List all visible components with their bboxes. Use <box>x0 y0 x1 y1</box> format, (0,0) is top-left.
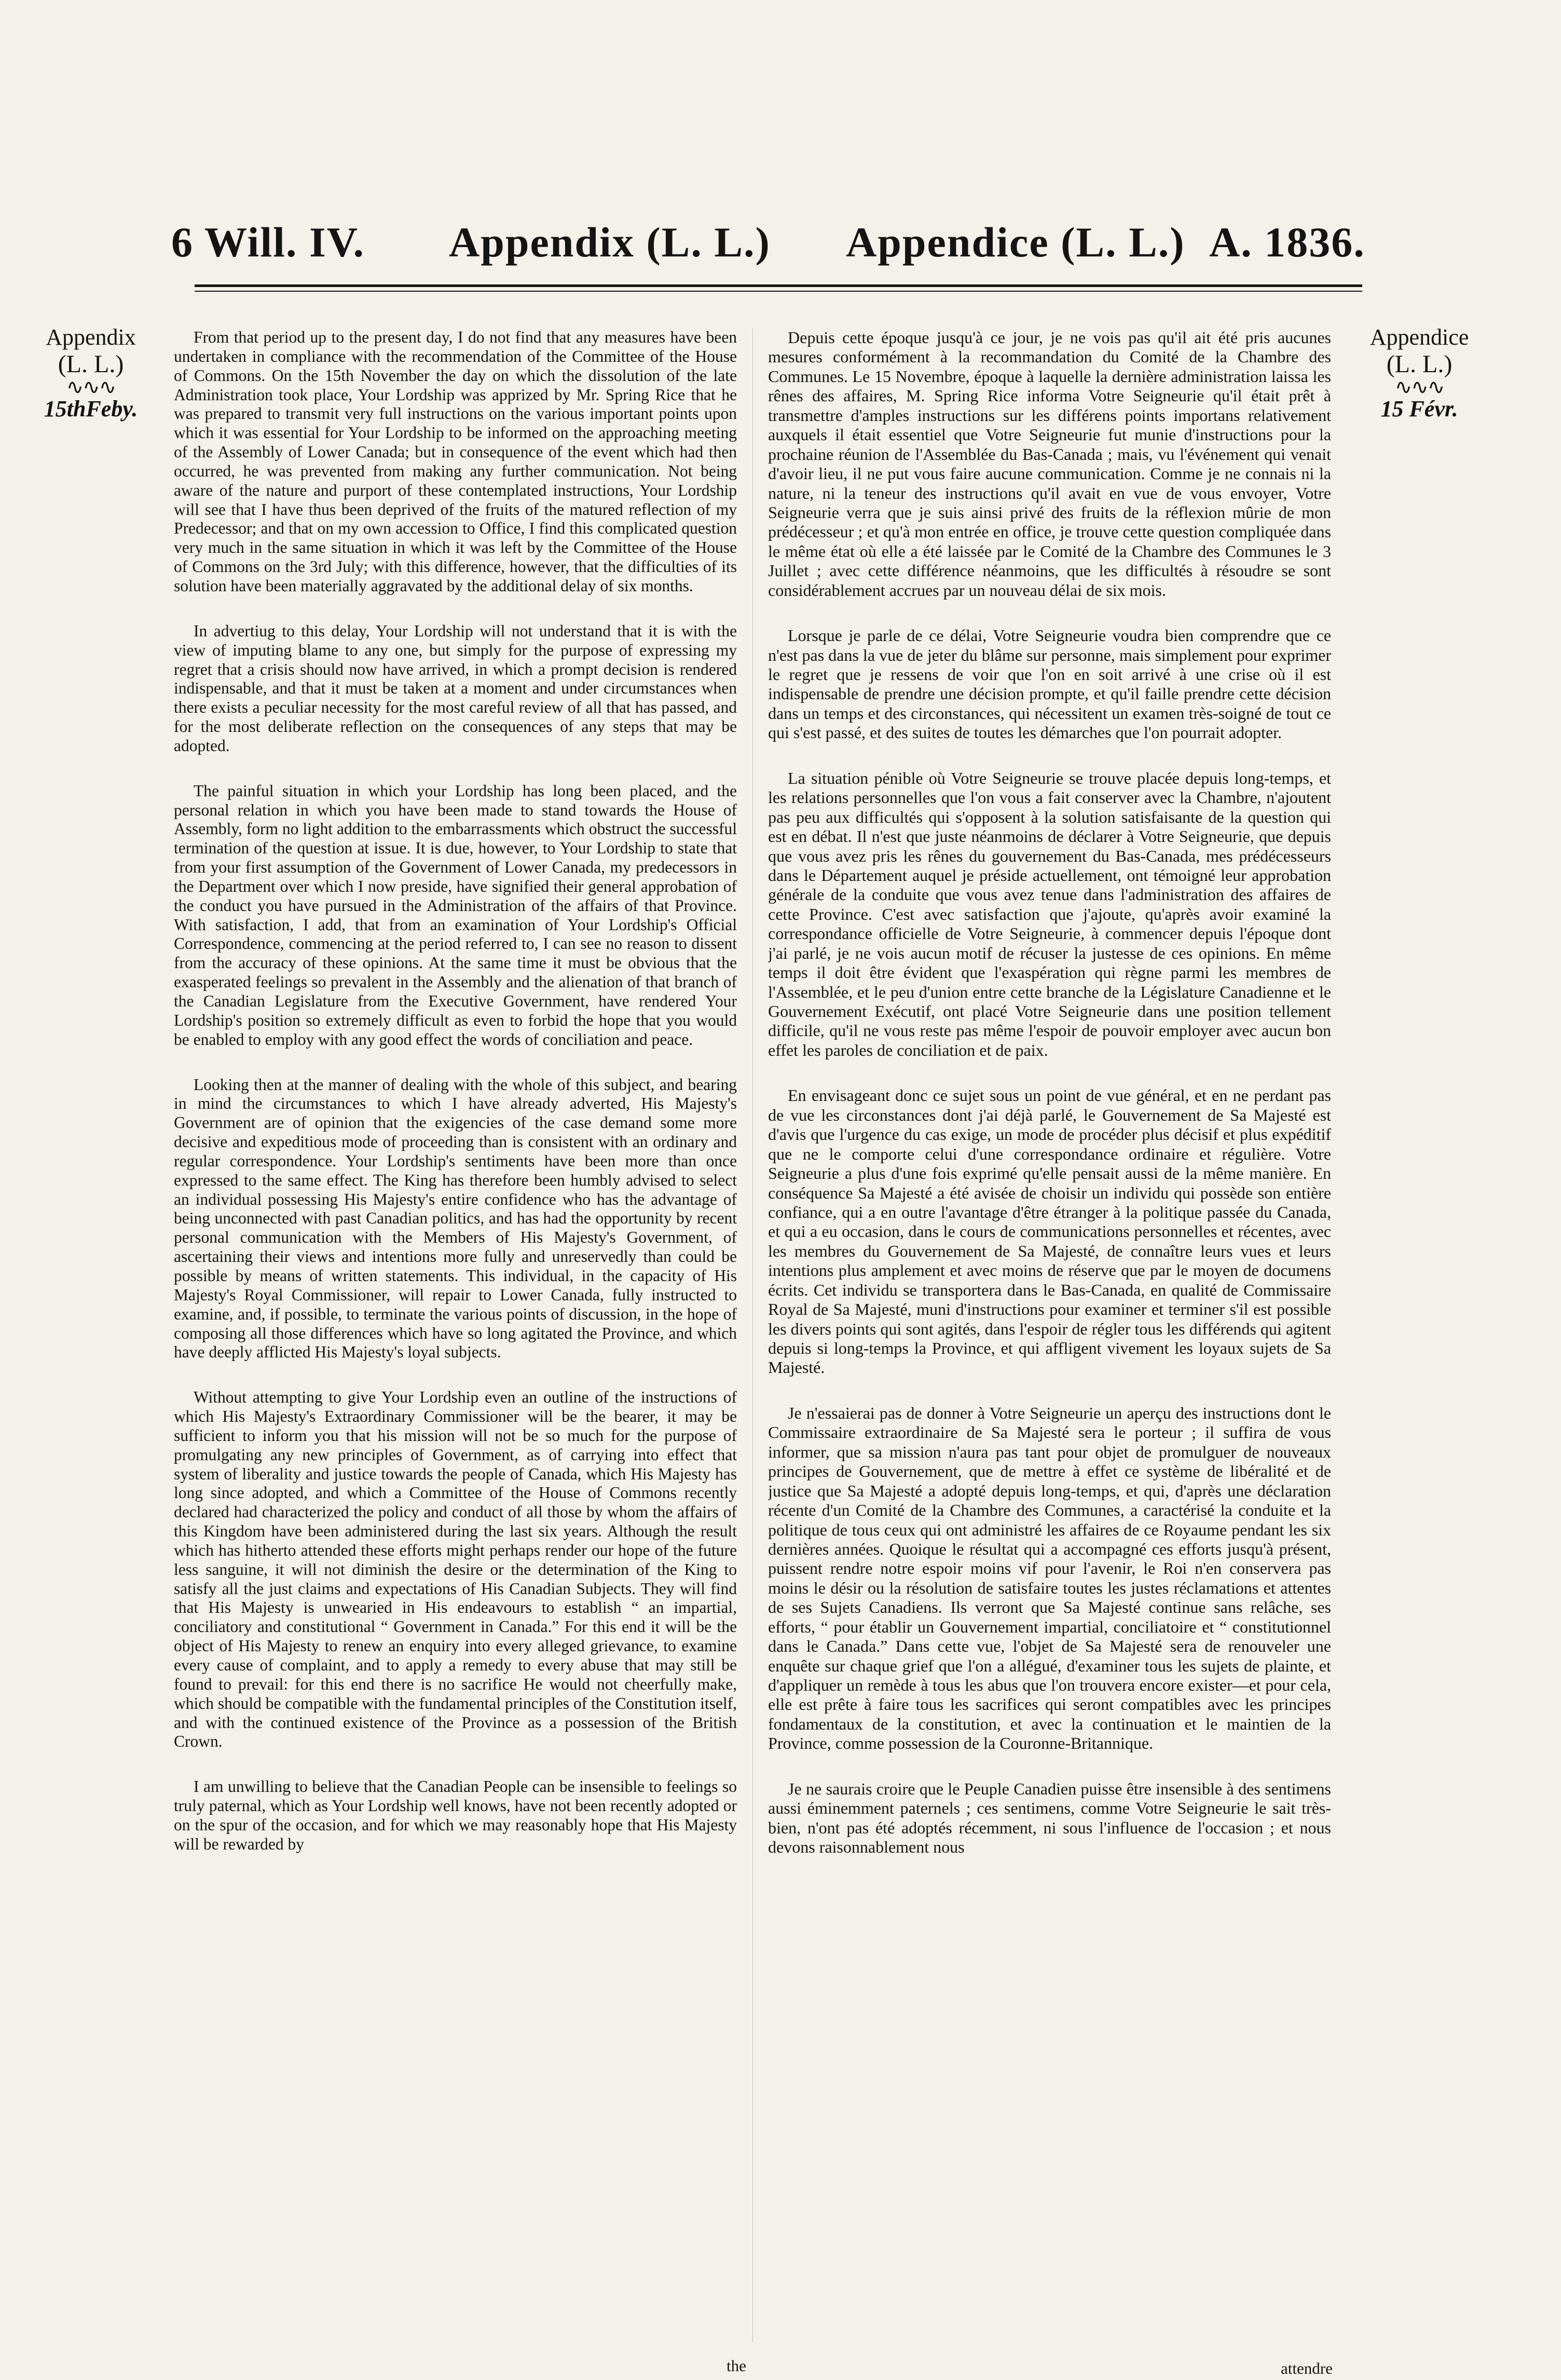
english-paragraph: From that period up to the present day, I do not find that any measures have been undertaken in compliance with the recommendation of the Committee of the House of Commons. On the 15th November the day on which the dissolution of the late Administration took place, Your Lordship was apprized by Mr. Spring Rice that he was prepared to transmit very full instructions on the various important points upon which it was essential for Your Lordship to be informed on the approaching meeting of the Assembly of Lower Canada; but in consequence of the event which had then occurred, he was prevented from making any further communication. Not being aware of the nature and purport of these contemplated instructions, Your Lordship will see that I have thus been deprived of the fruits of the matured reflection of my Predecessor; and that on my own accession to Office, I find this complicated question very much in the same situation in which it was left by the Committee of the House of Commons on the 3rd July; with this difference, however, that the difficulties of its solution have been materially aggravated by the additional delay of six months. <box>174 328 737 595</box>
english-paragraph: Looking then at the manner of dealing with the whole of this subject, and bearing in mind the circumstances to which I have already adverted, His Majesty's Government are of opinion that the exigencies of the case demand some more decisive and expeditious mode of proceeding than is consistent with an ordinary and regular correspondence. Your Lordship's sentiments have been more than once expressed to the same effect. The King has therefore been humbly advised to select an individual possessing His Majesty's entire confidence who has the advantage of being unconnected with past Canadian politics, and has had the opportunity by recent personal communication with the Members of His Majesty's Government, of ascertaining their views and intentions more fully and unreservedly than could be possible by means of written statements. This individual, in the capacity of His Majesty's Royal Commissioner, will repair to Lower Canada, fully instructed to examine, and, if possible, to terminate the various points of discussion, in the hope of composing all those differences which have so long agitated the Province, and which have deeply afflicted His Majesty's loyal subjects. <box>174 1075 737 1362</box>
french-column <box>768 328 1331 2311</box>
margin-code: (L. L.) <box>1386 350 1453 378</box>
margin-tilde: ∿∿∿ <box>1394 375 1444 399</box>
french-paragraph: Je n'essaierai pas de donner à Votre Seigneurie un aperçu des instructions dont le Commissaire extraordinaire de Sa Majesté sera le porteur ; il suffira de vous informer, que sa mission n'aura pas tant pour objet de promulguer de nouveaux principes de Gouvernement, que de mettre à effet ce système de libéralité et de justice que Sa Majesté a adopté depuis long-temps, et qui, d'après une déclaration récente d'un Comité de la Chambre des Communes, a caractérisé la conduite et la politique de tous ceux qui ont administré les affaires de ce Royaume pendant les six dernières années. Quoique le résultat qui a accompagné ces efforts jusqu'à présent, puissent rendre notre espoir moins vif pour l'avenir, le Roi n'en conservera pas moins le désir ou la résolution de satisfaire toutes les justes réclamations et attentes de ses Sujets Canadiens. Ils verront que Sa Majesté continue sans relâche, ses efforts, “ pour établir un Gouvernement impartial, conciliatoire et “ constitutionnel dans le Canada.” Dans cette vue, l'objet de Sa Majesté sera de renouveler une enquête sur chaque grief que l'on a allégué, d'examiner tous les sujets de plainte, et d'appliquer un remède à tous les abus que l'on trouvera encore exister—et pour cela, elle est prête à faire tous les sacrifices qui seront compatibles avec les principes fondamentaux de la constitution, et avec la continuation et le maintien de la Province, comme possession de la Couronne-Britannique. <box>768 1403 1331 1753</box>
english-column <box>174 328 737 2311</box>
margin-title: Appendix <box>46 324 136 350</box>
french-paragraph: En envisageant donc ce sujet sous un point de vue général, et en ne perdant pas de vue les circonstances dont j'ai déjà parlé, le Gouvernement de Sa Majesté est d'avis que l'urgence du cas exige, un mode de procéder plus décisif et plus expéditif que ne le comporte celui d'une correspondance ordinaire et régulière. Votre Seigneurie a plus d'une fois exprimé qu'elle pensait aussi de la même manière. En conséquence Sa Majesté a été avisée de choisir un individu qui possède son entière confiance, qui a en outre l'avantage d'être étranger à la politique passée du Canada, et qui a eu occasion, dans le cours de communications personnelles et récentes, avec les membres du Gouvernement de Sa Majesté, de connaître leurs vues et leurs intentions plus amplement et avec moins de réserve que par le moyen de documens écrits. Cet individu se transportera dans le Bas-Canada, en qualité de Commissaire Royal de Sa Majesté, muni d'instructions pour examiner et terminer s'il est possible les divers points qui sont agités, dans l'espoir de régler tous les différends qui agitent depuis si long-temps la Province, et qui affligent vivement les loyaux sujets de Sa Majesté. <box>768 1086 1331 1377</box>
french-paragraph: Depuis cette époque jusqu'à ce jour, je ne vois pas qu'il ait été pris aucunes mesures conformément à la recommandation du Comité de la Chambre des Communes. Le 15 Novembre, époque à laquelle la dernière administration laissa les rênes des affaires, M. Spring Rice informa Votre Seigneurie qu'il était prêt à transmettre d'amples instructions sur les différens points importans relativement auxquels il était essentiel que Votre Seigneurie fut munie d'instructions pour la prochaine réunion de l'Assemblée du Bas-Canada ; mais, vu l'événement qui venait d'avoir lieu, il ne put vous faire aucune communication. Comme je ne connais ni la nature, ni la teneur des instructions qu'il avait en vue de vous envoyer, Votre Seigneurie verra que je suis ainsi privé des fruits de la réflexion mûrie de mon prédécesseur ; et qu'à mon entrée en office, je trouve cette question compliquée dans le même état où elle a été laissée par le Comité de la Chambre des Communes le 3 Juillet ; avec cette différence néanmoins, que les difficultés à résoudre se sont considérablement accrues par un nouveau délai de six mois. <box>768 328 1331 600</box>
header-rule-thick <box>195 284 1362 287</box>
appendix-title-french: Appendice (L. L.) <box>846 219 1185 266</box>
french-paragraph: La situation pénible où Votre Seigneurie se trouve placée depuis long-temps, et les relations personnelles que l'on vous a fait conserver avec la Chambre, n'ajoutent pas peu aux difficultés qui s'opposent à la solution satisfaisante de la question qui est en débat. Il n'est que juste néanmoins de déclarer à Votre Seigneurie, que depuis que vous avez pris les rênes du gouvernement du Bas-Canada, mes prédécesseurs dans le Département auquel je préside actuellement, ont témoigné leur approbation générale de la conduite que vous avez tenue dans l'administration des affaires de cette Province. C'est avec satisfaction que j'ajoute, qu'après avoir examiné la correspondance officielle de Votre Seigneurie, à commencer depuis l'époque dont j'ai parlé, je ne vois aucun motif de récuser la justesse de ces opinions. En même temps il doit être évident que l'exaspération qui règne parmi les membres de l'Assemblée, et le peu d'union entre cette branche de la Législature Canadienne et le Gouvernement Exécutif, ont placé Votre Seigneurie dans une position tellement difficile, qu'il ne vous reste pas même l'espoir de pouvoir employer avec aucun bon effet les paroles de conciliation et de paix. <box>768 768 1331 1059</box>
year-label: A. 1836. <box>1209 219 1365 266</box>
appendix-title-english: Appendix (L. L.) <box>449 219 771 266</box>
english-paragraph: The painful situation in which your Lordship has long been placed, and the personal relation in which you have been made to stand towards the House of Assembly, form no light addition to the embarrassments which obstruct the successful termination of the question at issue. It is due, however, to Your Lordship to state that from your first assumption of the Government of Lower Canada, my predecessors in the Department over which I now preside, have signified their general approbation of the conduct you have pursued in the Administration of the affairs of that Province. With satisfaction, I add, that from an examination of Your Lordship's Official Correspondence, commencing at the period referred to, I can see no reason to dissent from the accuracy of these opinions. At the same time it must be obvious that the exasperated feelings so prevalent in the Assembly and the alienation of that branch of the Canadian Legislature from the Executive Government, have rendered Your Lordship's position so extremely difficult as even to forbid the hope that you would be enabled to employ with any good effect the words of conciliation and peace. <box>174 781 737 1049</box>
margin-code: (L. L.) <box>58 350 124 378</box>
english-paragraph: I am unwilling to believe that the Canadian People can be insensible to feelings so truly paternal, which as Your Lordship well knows, have not been recently adopted or on the spur of the occasion, and for which we may reasonably hope that His Majesty will be rewarded by <box>174 1777 737 1853</box>
margin-date: 15 Févr. <box>1380 396 1458 422</box>
margin-note-right <box>1357 324 1482 422</box>
column-divider <box>752 328 753 2342</box>
english-paragraph: Without attempting to give Your Lordship even an outline of the instructions of which His Majesty's Extraordinary Commissioner will be the bearer, it may be sufficient to inform you that his mission will not be so much for the purpose of promulgating any new principles of Government, as of carrying into effect that system of liberality and justice towards the people of Canada, which His Majesty has long since adopted, and which a Committee of the House of Commons recently declared had characterized the policy and conduct of all those by whom the affairs of this Kingdom have been administered during the last six years. Although the result which has hitherto attended these efforts might perhaps render our hope of the future less sanguine, it will not diminish the desire or the determination of the King to satisfy all the just claims and expectations of His Canadian Subjects. They will find that His Majesty is unwearied in His endeavours to establish “ an impartial, conciliatory and constitutional “ Government in Canada.” For this end it will be the object of His Majesty to renew an enquiry into every alleged grievance, to examine every cause of complaint, and to apply a remedy to every abuse that may still be found to prevail: for this end there is no sacrifice He would not cheerfully make, which should be compatible with the fundamental principles of the Constitution itself, and with the continued existence of the Province as a possession of the British Crown. <box>174 1388 737 1751</box>
french-paragraph: Je ne saurais croire que le Peuple Canadien puisse être insensible à des sentimens aussi éminemment paternels ; ces sentimens, comme Votre Seigneurie le sait très-bien, n'ont pas été adoptés récemment, ni sous l'influence de l'occasion ; et nous devons raisonnablement nous <box>768 1779 1331 1857</box>
margin-tilde: ∿∿∿ <box>66 375 116 399</box>
running-header <box>0 218 1561 275</box>
catchword-french: attendre <box>1281 2359 1333 2377</box>
margin-date: 15thFeby. <box>44 396 138 422</box>
catchword-english: the <box>727 2357 746 2375</box>
margin-note-left <box>31 324 150 422</box>
french-paragraph: Lorsque je parle de ce délai, Votre Seigneurie voudra bien comprendre que ce n'est pas dans la vue de jeter du blâme sur personne, mais simplement pour exprimer le regret que je ressens de voir que l'on en soit arrivé à une crise où il est indispensable de prendre une décision prompte, et qu'il faille prendre cette décision dans un temps et des circonstances, qui nécessitent un examen très-soigné de tout ce qui s'est passé, et des suites de toutes les démarches que l'on pourrait adopter. <box>768 626 1331 742</box>
margin-title: Appendice <box>1370 324 1469 350</box>
english-paragraph: In advertiug to this delay, Your Lordship will not understand that it is with the view of imputing blame to any one, but simply for the purpose of expressing my regret that a crisis should now have arrived, in which a prompt decision is rendered indispensable, and that it must be taken at a moment and under circumstances when there exists a peculiar necessity for the most careful review of all that has passed, and for the most deliberate reflection on the consequences of any steps that may be adopted. <box>174 621 737 755</box>
header-rule-thin <box>195 291 1362 292</box>
regnal-year: 6 Will. IV. <box>171 219 365 266</box>
